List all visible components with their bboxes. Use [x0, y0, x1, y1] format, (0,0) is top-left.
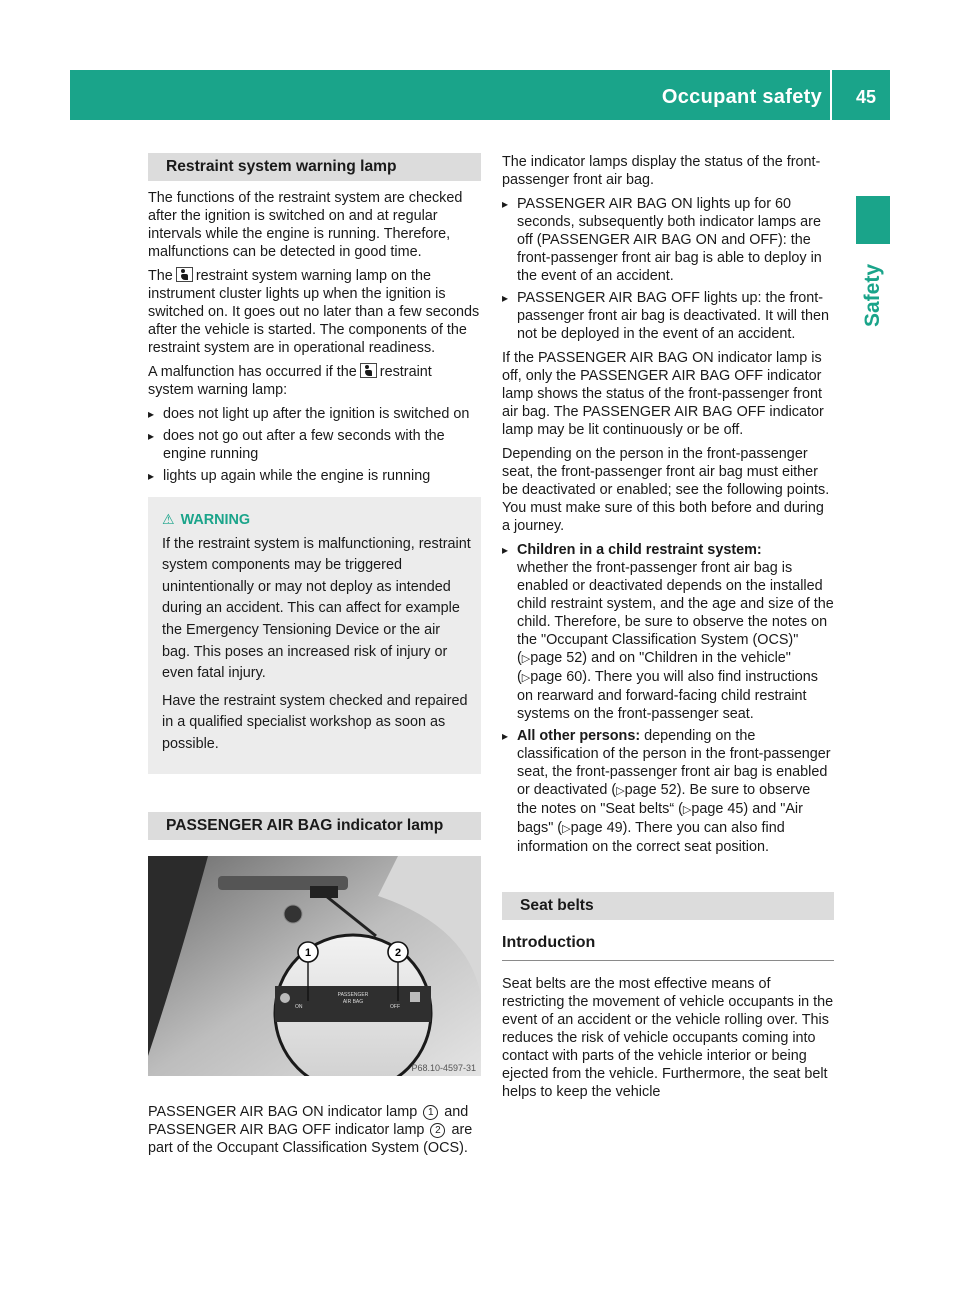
restraint-paragraph-1: The functions of the restraint system are checked after the ignition is switched on and at regular intervals while the engine is running. Therefore, malfunctions can be detected in good time. [148, 190, 463, 260]
text-segment: whether the front-passenger front air bag is enabled or deactivated depends on the installed child restraint system, and the age and size of the child. Therefore, be sure to observe the notes on the "Occupant Classification System (OCS)" ( [517, 560, 834, 666]
off-label: OFF [390, 1003, 400, 1010]
callout-ref-2: 2 [430, 1123, 445, 1138]
photo-caption [148, 1103, 481, 1157]
panel-label-line-2: AIR BAG [342, 998, 364, 1005]
text-segment: ). There you can also find information on the correct seat position. [517, 820, 785, 855]
warning-paragraph-1: If the restraint system is malfunctioning, restraint system components may be triggered unintentionally or may not deploy as intended during an accident. This can affect for example the Emergency Tensioning Device or the air bag. This poses an increased risk of injury or even fatal injury. [162, 535, 471, 682]
text-segment: PASSENGER AIR BAG ON indicator lamp [148, 1103, 418, 1120]
text-segment: ). There you will also find instructions on rearward and forward-facing child restraint systems on the front-passenger seat. [517, 669, 818, 722]
cross-reference-icon: ▷ [562, 823, 571, 835]
paragraph-on-off: If the PASSENGER AIR BAG ON indicator lamp is off, only the PASSENGER AIR BAG OFF indicator lamp shows the status of the front-passenger front air bag. The PASSENGER AIR BAG OFF indicator lamp may be lit continuously or be off. [502, 350, 824, 438]
page-link[interactable]: page 60 [530, 669, 583, 685]
page-link[interactable]: page 52 [530, 650, 583, 666]
text-segment: are part of the Occupant Classification System (OCS). [148, 1121, 473, 1156]
text-segment: A malfunction has occurred if the [148, 364, 357, 380]
chapter-label: Safety [861, 263, 884, 327]
malfunction-list [148, 405, 481, 485]
panel-label-line-1: PASSENGER [337, 991, 369, 998]
header-divider [830, 70, 832, 120]
list-item-children [502, 541, 834, 723]
occupant-list [502, 541, 834, 856]
page-section-title: Occupant safety [661, 86, 822, 108]
list-item: ▸ does not light up after the ignition is switched on [148, 405, 481, 423]
on-label: ON [295, 1003, 303, 1010]
warning-title-text: WARNING [180, 512, 251, 528]
left-column [148, 153, 481, 1163]
text-segment: ) and on "Children in the vehicle" ( [517, 650, 791, 685]
chapter-tab-marker [856, 196, 890, 244]
page-link[interactable]: page 52 [624, 782, 677, 798]
right-column [502, 153, 834, 1107]
page-number: 45 [855, 87, 876, 107]
bold-label: All other persons: [517, 728, 641, 744]
paragraph-depending: Depending on the person in the front-passenger seat, the front-passenger front air bag must either be deactivated or enabled; see the following points. You must make sure of this both before and during a journey. [502, 446, 830, 534]
text-segment: ) and "Air bags" ( [517, 801, 803, 836]
warning-triangle-icon: ⚠ [162, 511, 175, 527]
warning-paragraph-2: Have the restraint system checked and repaired in a qualified specialist workshop as soon as possible. [162, 692, 468, 752]
header-bar [70, 70, 890, 120]
text-segment: The [148, 268, 173, 284]
section-heading-airbag-lamp: PASSENGER AIR BAG indicator lamp [148, 812, 481, 840]
warning-box [148, 497, 481, 774]
page-link[interactable]: page 49 [570, 820, 623, 836]
callout-ref-1: 1 [423, 1105, 438, 1120]
callout-1-number: 1 [304, 946, 312, 959]
list-item: ▸ PASSENGER AIR BAG ON lights up for 60 seconds, subsequently both indicator lamps are off (PASSENGER AIR BAG ON and OFF): the front-passenger front air bag is able to deploy in the event of an accident. [502, 195, 834, 285]
status-list [502, 195, 834, 343]
text-segment: and PASSENGER AIR BAG OFF indicator lamp [148, 1103, 469, 1138]
text-segment: depending on the classification of the person in the front-passenger seat, the front-passenger front air bag is enabled or deactivated ( [517, 728, 831, 798]
photo-reference-code: P68.10-4597-31 [411, 1062, 476, 1073]
list-item-others [502, 727, 834, 856]
list-item: ▸ does not go out after a few seconds with the engine running [148, 427, 481, 463]
seat-belts-paragraph: Seat belts are the most effective means of restricting the movement of vehicle occupants in the event of an accident or the vehicle rolling over. This reduces the risk of vehicle occupants coming into contact with parts of the vehicle interior or being ejected from the vehicle. Furthermore, the seat belt helps to keep the vehicle [502, 976, 834, 1100]
page-link[interactable]: page 45 [691, 801, 744, 817]
section-heading-restraint: Restraint system warning lamp [148, 153, 481, 181]
cross-reference-icon: ▷ [521, 653, 531, 665]
restraint-warning-lamp-icon [360, 363, 377, 378]
text-segment: restraint system warning lamp: [148, 364, 432, 398]
restraint-warning-lamp-icon [176, 267, 193, 282]
cross-reference-icon: ▷ [682, 804, 692, 816]
subsection-heading-introduction: Introduction [502, 934, 834, 961]
list-item: ▸ lights up again while the engine is running [148, 467, 481, 485]
bold-label: Children in a child restraint system: [517, 542, 762, 558]
text-segment: ). Be sure to observe the notes on "Seat belts“ ( [517, 782, 811, 817]
cross-reference-icon: ▷ [616, 785, 625, 797]
restraint-paragraph-2 [148, 267, 481, 357]
cross-reference-icon: ▷ [521, 672, 531, 684]
status-intro: The indicator lamps display the status of the front-passenger front air bag. [502, 154, 821, 188]
list-item: ▸ PASSENGER AIR BAG OFF lights up: the front-passenger front air bag is deactivated. It will then not be deployed in the event of an accident. [502, 289, 834, 343]
section-heading-seat-belts: Seat belts [502, 892, 834, 920]
indicator-lamp-photo [148, 856, 481, 1076]
warning-title [162, 509, 471, 532]
restraint-paragraph-3 [148, 363, 481, 399]
text-segment: restraint system warning lamp on the instrument cluster lights up when the ignition is switched on. It goes out no later than a few seconds after the vehicle is started. The components of the restraint system are in operational readiness. [148, 268, 480, 356]
callout-2-number: 2 [394, 946, 402, 959]
